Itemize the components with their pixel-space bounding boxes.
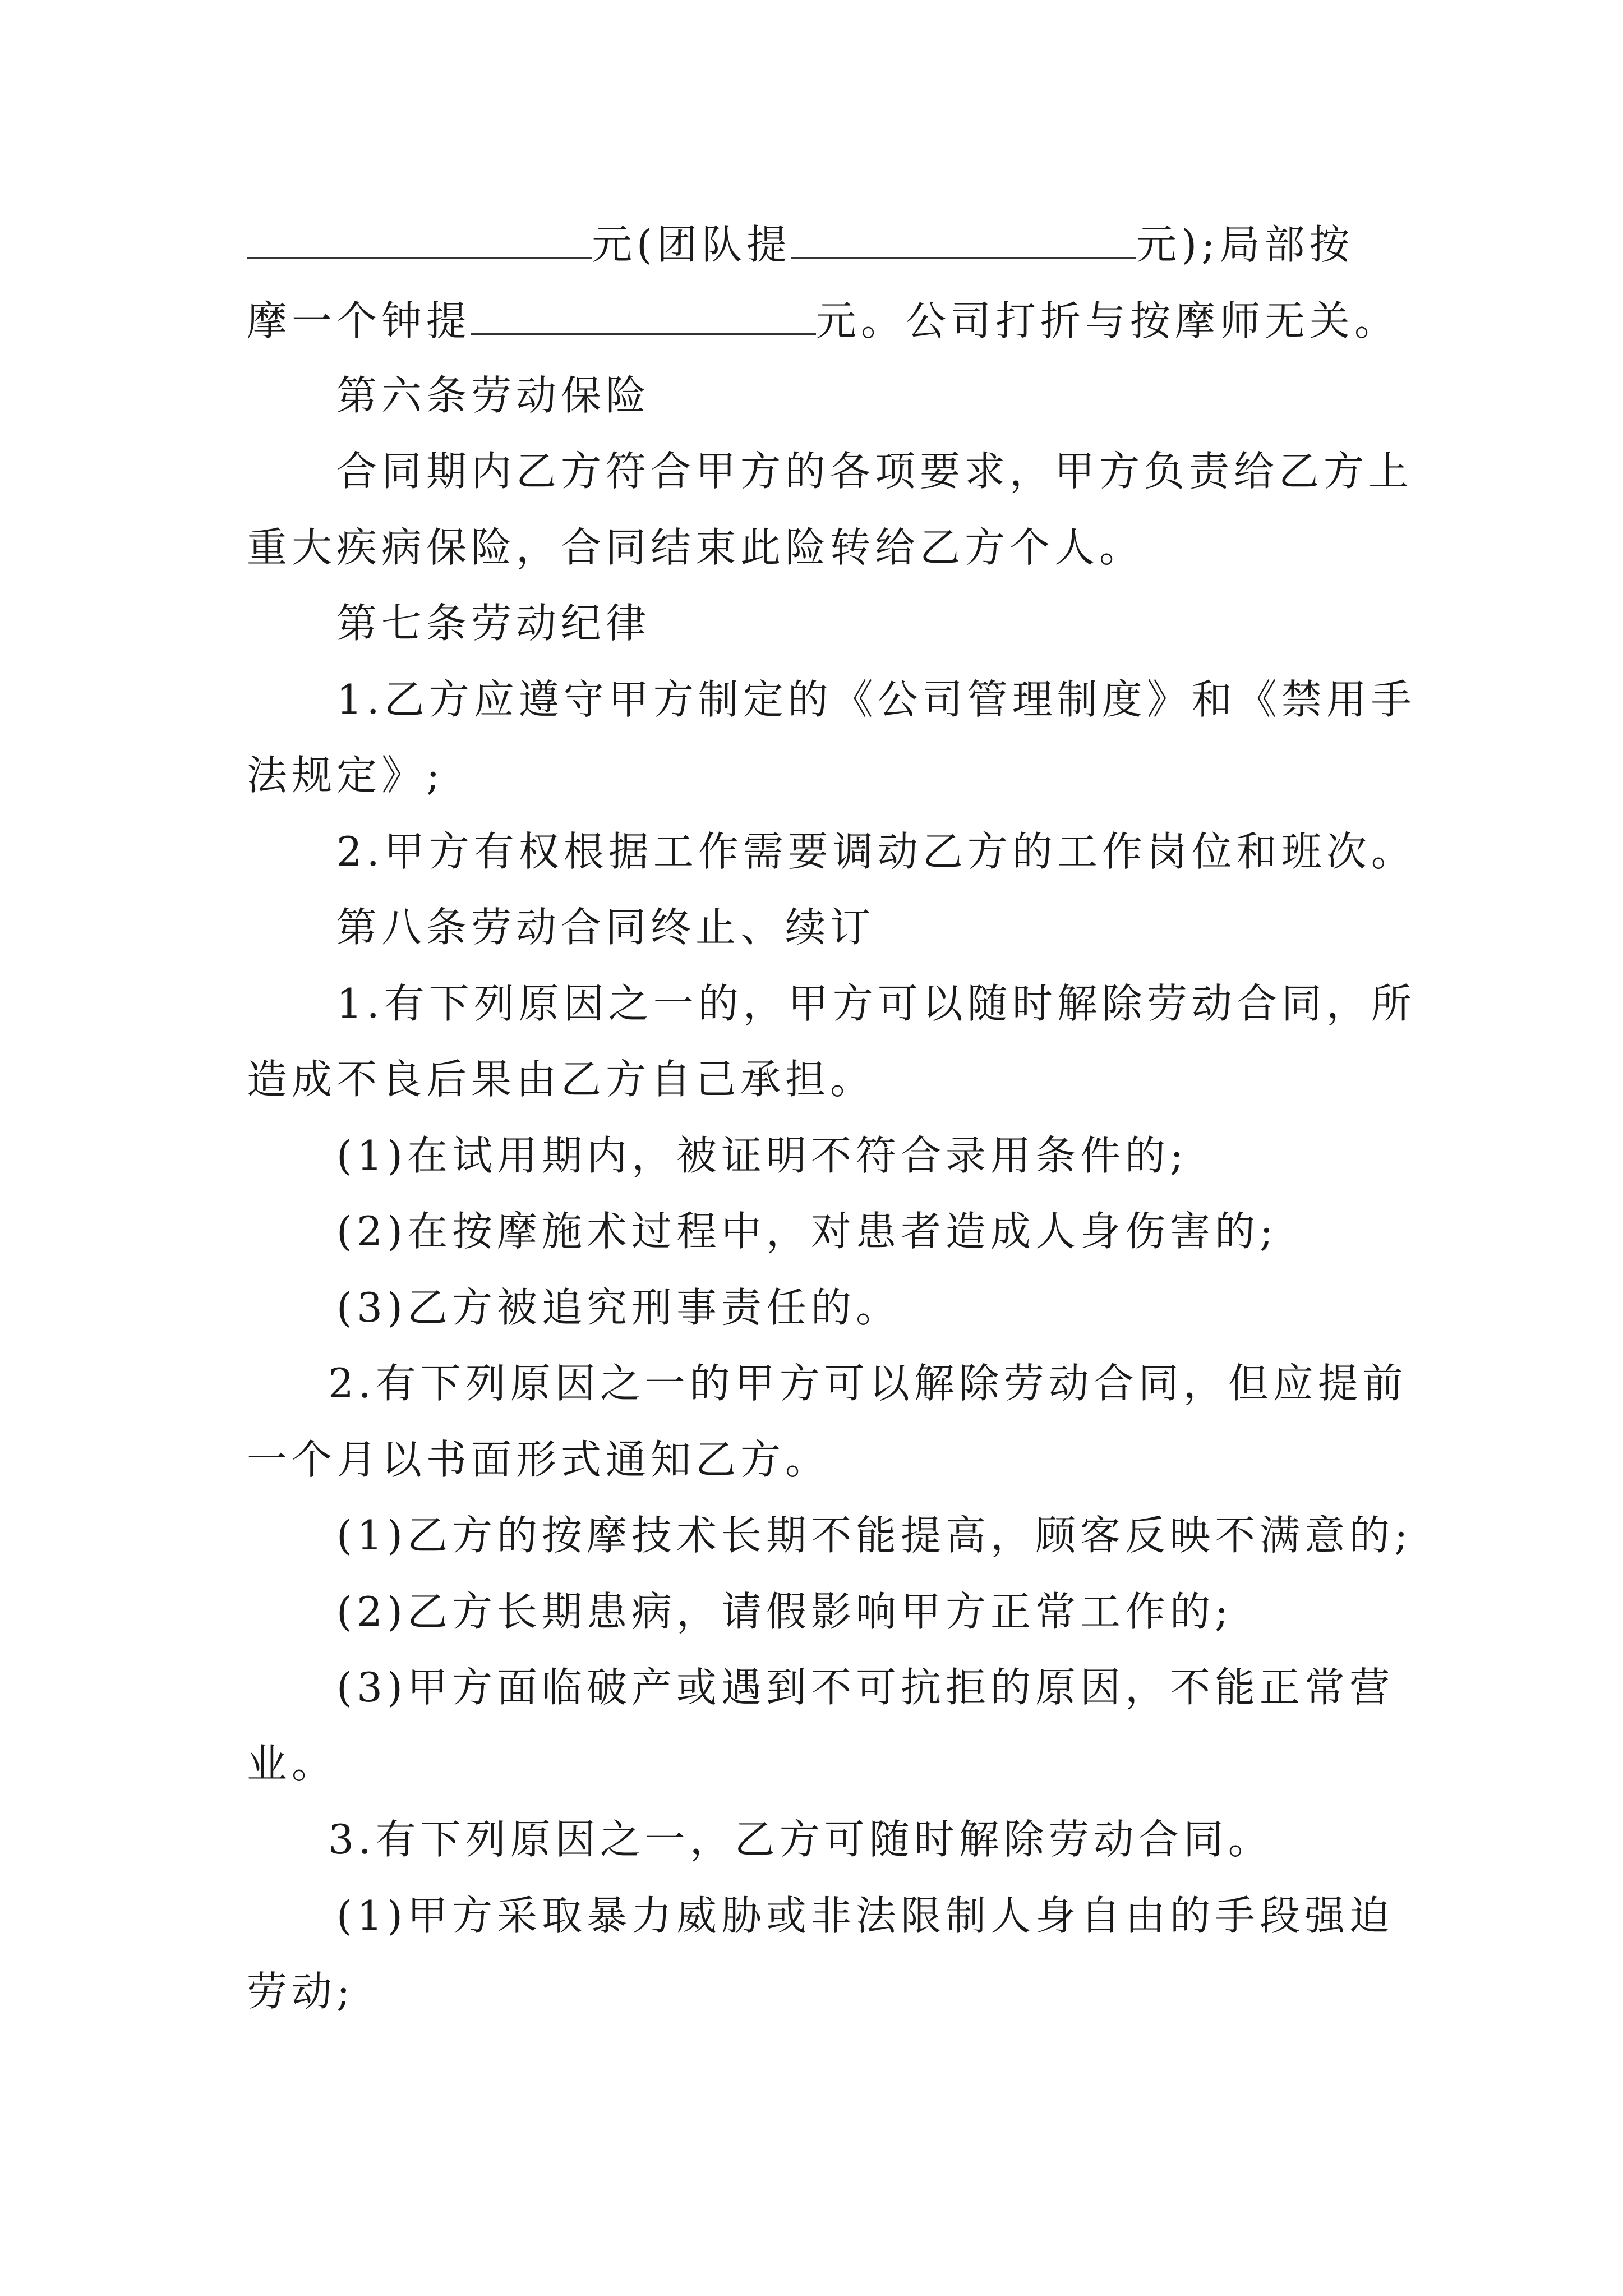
paragraph-line: 业。 (247, 1740, 337, 1787)
paragraph-line: 1.乙方应遵守甲方制定的《公司管理制度》和《禁用手 (336, 676, 1416, 723)
list-item: (3)甲方面临破产或遇到不可抗拒的原因，不能正常营 (336, 1664, 1394, 1711)
article-heading: 第六条劳动保险 (336, 372, 651, 419)
fill-in-blank (247, 218, 592, 259)
paragraph-line: 2.有下列原因之一的甲方可以解除劳动合同，但应提前 (328, 1360, 1408, 1407)
list-item: (1)甲方采取暴力威胁或非法限制人身自由的手段强迫 (336, 1892, 1394, 1939)
paragraph-line: 合同期内乙方符合甲方的各项要求，甲方负责给乙方上 (336, 448, 1414, 495)
article-heading: 第八条劳动合同终止、续订 (336, 904, 875, 951)
paragraph-line: 重大疾病保险，合同结束此险转给乙方个人。 (247, 524, 1145, 571)
text-fragment: 摩一个钟提 (247, 297, 472, 344)
paragraph-line: 3.有下列原因之一，乙方可随时解除劳动合同。 (328, 1816, 1273, 1863)
paragraph-line: 1.有下列原因之一的，甲方可以随时解除劳动合同，所 (336, 980, 1416, 1027)
text-line (247, 218, 1391, 268)
text-line (247, 294, 1400, 344)
paragraph-line: 劳动; (247, 1968, 355, 2015)
text-fragment: 元。公司打折与按摩师无关。 (816, 297, 1400, 344)
list-item: (3)乙方被追究刑事责任的。 (336, 1284, 901, 1331)
paragraph-line: 一个月以书面形式通知乙方。 (247, 1436, 831, 1483)
paragraph-line: 法规定》; (247, 752, 445, 799)
paragraph-line: 2.甲方有权根据工作需要调动乙方的工作岗位和班次。 (336, 828, 1416, 875)
article-heading: 第七条劳动纪律 (336, 600, 651, 647)
text-fragment: 元(团队提 (592, 221, 792, 268)
text-fragment: 元);局部按 (1136, 221, 1354, 268)
list-item: (2)在按摩施术过程中，对患者造成人身伤害的; (336, 1208, 1278, 1255)
list-item: (1)乙方的按摩技术长期不能提高，顾客反映不满意的; (336, 1512, 1413, 1559)
list-item: (2)乙方长期患病，请假影响甲方正常工作的; (336, 1588, 1233, 1635)
fill-in-blank (791, 218, 1136, 259)
paragraph-line: 造成不良后果由乙方自己承担。 (247, 1056, 875, 1103)
fill-in-blank (471, 294, 816, 335)
list-item: (1)在试用期内，被证明不符合录用条件的; (336, 1132, 1188, 1179)
